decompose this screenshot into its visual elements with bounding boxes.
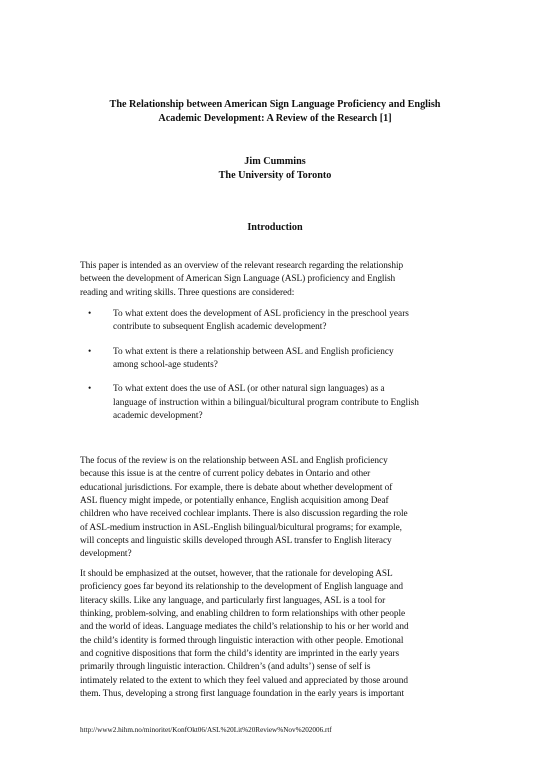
author-block xyxy=(60,155,490,183)
text-line: among school-age students? xyxy=(113,360,218,371)
text-line: because this issue is at the centre of current policy debates in Ontario and other xyxy=(80,469,371,480)
author-name: Jim Cummins xyxy=(244,156,306,167)
text-line: reading and writing skills. Three questions are considered: xyxy=(80,287,295,298)
text-line: and cognitive dispositions that form the child’s identity are imprinted in the early years xyxy=(80,649,400,660)
text-line: children who have received cochlear implants. There is also discussion regarding the role xyxy=(80,509,408,520)
bullet-icon: • xyxy=(88,346,92,357)
text-line: of ASL-medium instruction in ASL-English bilingual/bicultural programs; for example, xyxy=(80,522,402,533)
text-line: To what extent is there a relationship between ASL and English proficiency xyxy=(113,346,394,357)
title-line: The Relationship between American Sign Language Proficiency and English xyxy=(109,99,441,110)
text-line: thinking, problem-solving, and enabling children to form relationships with other people xyxy=(80,609,406,620)
text-line: between the development of American Sign Language (ASL) proficiency and English xyxy=(80,274,396,285)
title-line: Academic Development: A Review of the Research [1] xyxy=(158,113,392,124)
text-line: academic development? xyxy=(113,411,203,422)
text-line: This paper is intended as an overview of the relevant research regarding the relationship xyxy=(80,261,404,271)
text-line: primarily through linguistic interaction. Children’s (and adults’) sense of self is xyxy=(80,662,371,673)
text-line: The focus of the review is on the relationship between ASL and English proficiency xyxy=(80,456,388,466)
text-line: contribute to subsequent English academic development? xyxy=(113,322,327,333)
text-line: and the world of ideas. Language mediates the child’s relationship to his or her world and xyxy=(80,622,409,633)
text-line: them. Thus, developing a strong first language foundation in the early years is important xyxy=(80,689,405,700)
paragraph-rationale xyxy=(80,568,480,701)
text-line: will concepts and linguistic skills developed through ASL transfer to English literacy xyxy=(80,536,392,547)
text-line: educational jurisdictions. For example, there is debate about whether development of xyxy=(80,482,393,493)
list-item xyxy=(80,346,480,373)
text-line: It should be emphasized at the outset, however, that the rationale for developing ASL xyxy=(80,569,393,579)
list-item xyxy=(80,383,480,423)
text-line: literacy skills. Like any language, and particularly first languages, ASL is a tool for xyxy=(80,595,386,606)
text-line: language of instruction within a bilingual/bicultural program contribute to English xyxy=(113,397,419,408)
text-line: To what extent does the development of ASL proficiency in the preschool years xyxy=(113,309,409,319)
text-line: the child’s identity is formed through linguistic interaction with other people. Emotional xyxy=(80,635,404,646)
bullet-icon: • xyxy=(88,309,92,319)
section-heading: Introduction xyxy=(247,222,303,233)
text-line: development? xyxy=(80,549,132,560)
paragraph-focus xyxy=(80,455,480,562)
text-line: intimately related to the extent to which they feel valued and appreciated by those around xyxy=(80,675,409,686)
footer-url: http://www2.hihm.no/minoritet/KonfOkt06/ASL%20Lit%20Review%Nov%202006.rtf xyxy=(80,726,332,734)
question-list xyxy=(80,308,480,434)
paragraph-intro xyxy=(80,260,480,300)
document-title xyxy=(60,98,490,126)
text-line: proficiency goes far beyond its relationship to the development of English language and xyxy=(80,582,404,593)
author-affiliation: The University of Toronto xyxy=(218,170,332,181)
text-line: ASL fluency might impede, or potentially enhance, English acquisition among Deaf xyxy=(80,496,389,507)
text-line: To what extent does the use of ASL (or other natural sign languages) as a xyxy=(113,384,385,395)
bullet-icon: • xyxy=(88,384,92,395)
list-item xyxy=(80,308,480,335)
